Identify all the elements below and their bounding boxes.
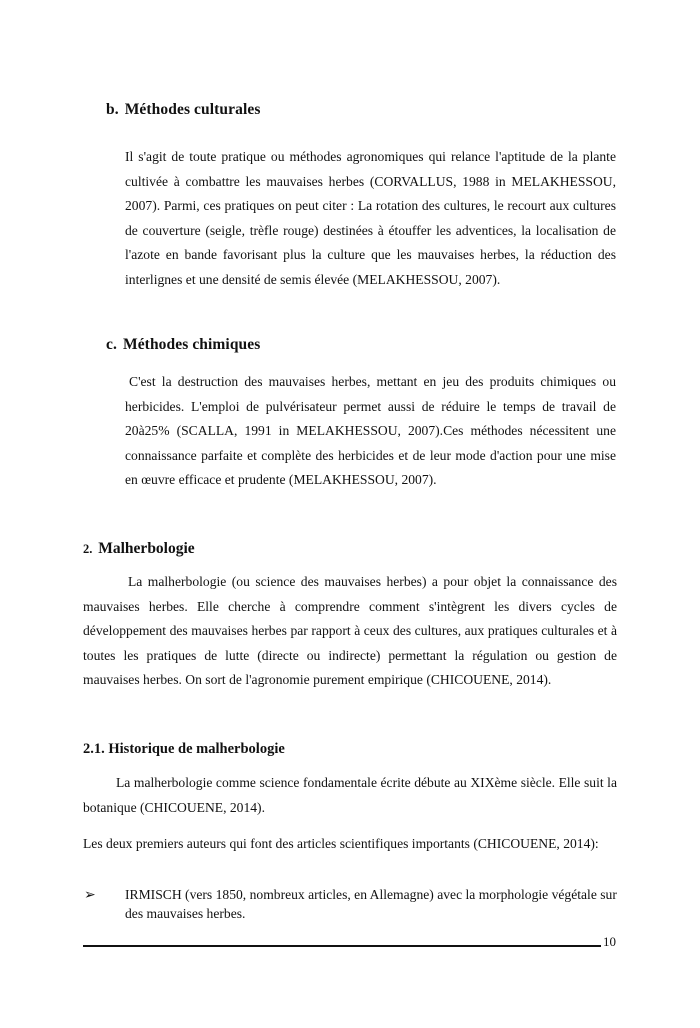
section-2-1-paragraph-1: La malherbologie comme science fondamentale écrite débute au XIXème siècle. Elle suit la botanique (CHICOUENE, 2014). [83,775,617,815]
page-number: 10 [603,934,616,949]
section-b-heading [106,101,261,119]
section-2-1-heading: 2.1. Historique de malherbologie [83,741,285,757]
section-2-number: 2. [83,542,93,556]
section-c-heading [106,336,260,354]
section-2-heading [83,540,195,558]
section-c-label: c. [106,336,117,353]
list-item-text: IRMISCH (vers 1850, nombreux articles, en Allemagne) avec la morphologie végétale sur des mauvaises herbes. [125,887,617,921]
section-b-title: Méthodes culturales [124,101,261,118]
list-item [125,885,617,923]
section-c-title: Méthodes chimiques [122,336,261,353]
section-b-label: b. [106,101,119,118]
section-b-paragraph: Il s'agit de toute pratique ou méthodes agronomiques qui relance l'aptitude de la plante cultivée à combattre les mauvaises herbes (CORVALLUS, 1988 in MELAKHESSOU, 2007). Parmi, ces pratiques on peut citer : La rotation des cultures, le recourt aux cultures de couverture (seigle, trèfle rouge) destinées à étouffer les adventices, la localisation de l'azote en bande favorisant plus la culture que les mauvaises herbes, la réduction des interlignes et une densité de semis élevée (MELAKHESSOU, 2007). [125,149,616,287]
arrow-bullet-icon: ➢ [84,887,96,903]
footer-rule [83,945,601,947]
section-2-1-paragraph-2: Les deux premiers auteurs qui font des articles scientifiques importants (CHICOUENE, 2014): [83,836,599,851]
section-c-paragraph: C'est la destruction des mauvaises herbes, mettant en jeu des produits chimiques ou herbicides. L'emploi de pulvérisateur permet aussi de réduire le temps de travail de 20à25% (SCALLA, 1991 in MELAKHESSOU, 2007).Ces méthodes nécessitent une connaissance parfaite et complète des herbicides et de leur mode d'action pour une mise en œuvre efficace et prudente (MELAKHESSOU, 2007). [125,374,616,487]
section-2-paragraph: La malherbologie (ou science des mauvaises herbes) a pour objet la connaissance des mauvaises herbes. Elle cherche à comprendre comment s'intègrent les divers cycles de développement des mauvaises herbes par rapport à ceux des cultures, aux pratiques culturales et à toutes les pratiques de lutte (directe ou indirecte) permettant la régulation ou gestion de mauvaises herbes. On sort de l'agronomie purement empirique (CHICOUENE, 2014). [83,574,617,687]
section-2-title: Malherbologie [98,540,195,557]
